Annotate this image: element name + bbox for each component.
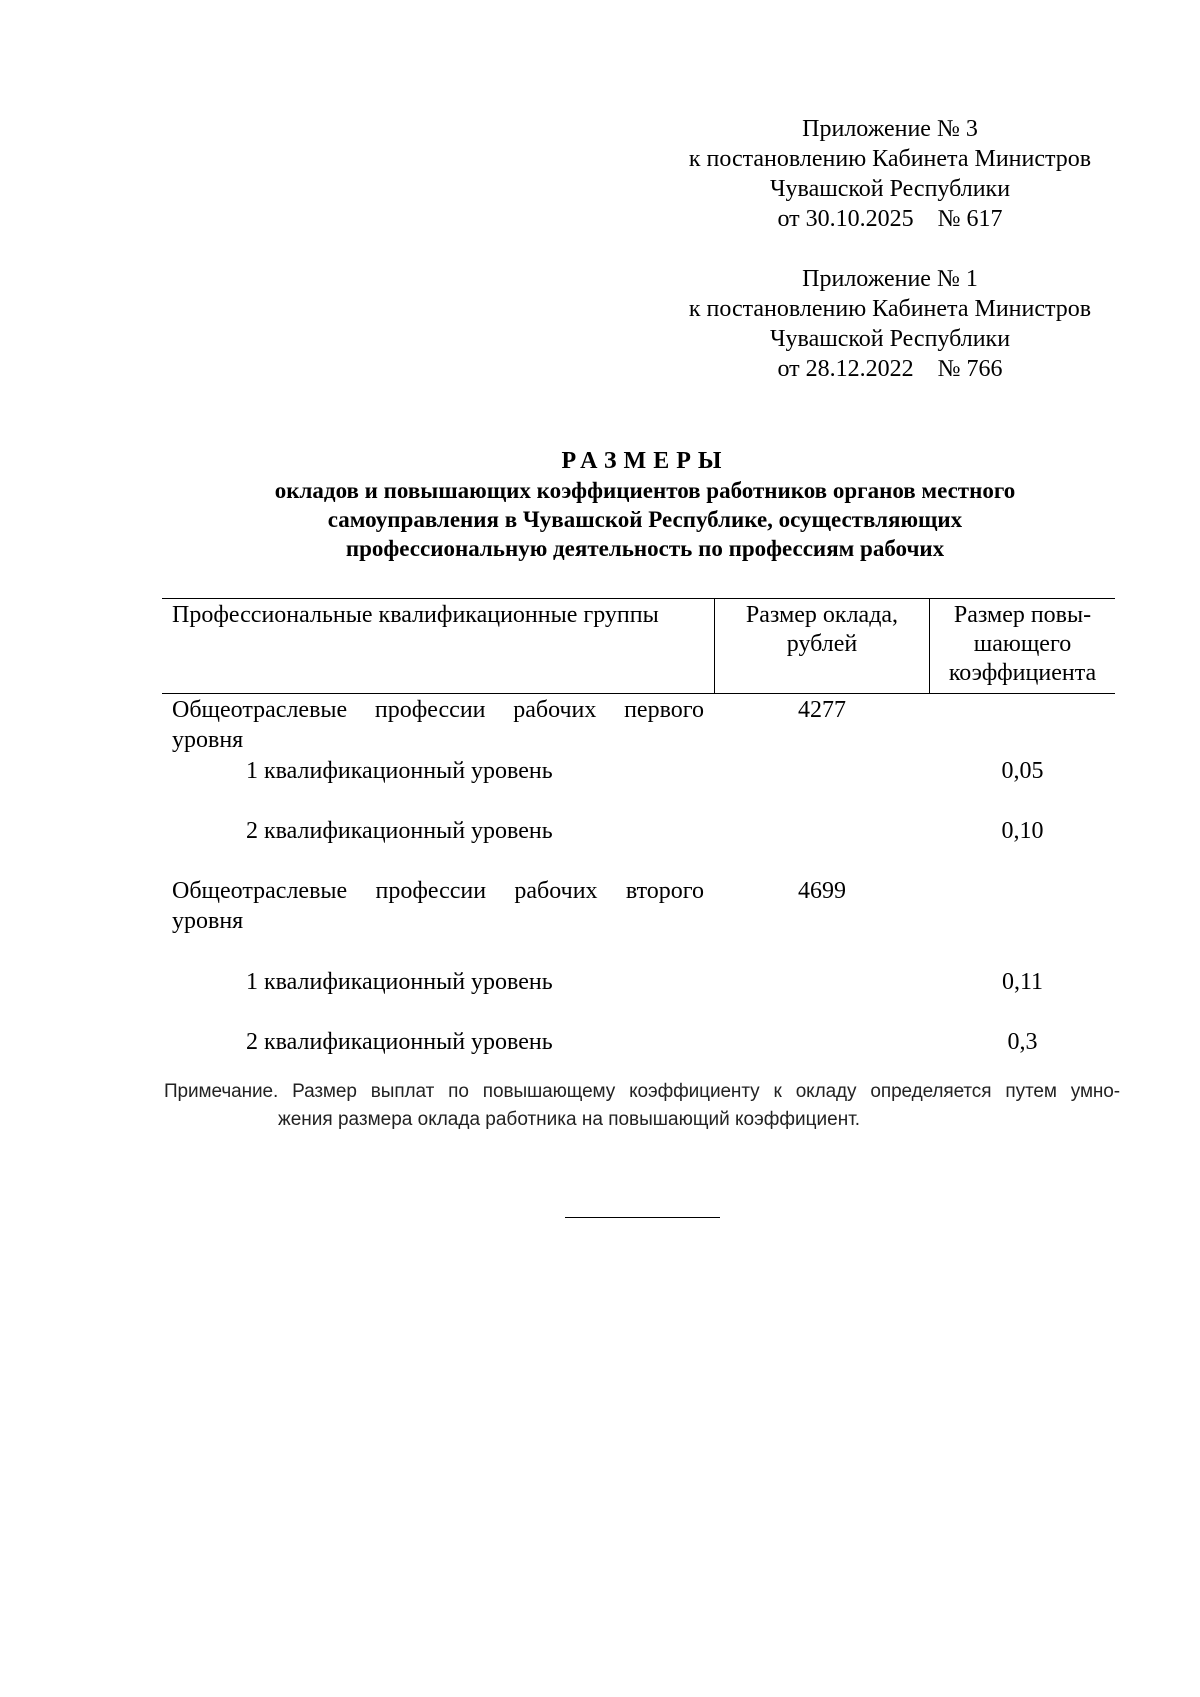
annex-header-original: [670, 264, 1110, 384]
level-name: 1 квалификационный уровень: [246, 758, 553, 784]
annex-republic: Чувашской Республики: [769, 326, 1011, 352]
annex-header-current: [670, 114, 1110, 234]
note-line: жения размера оклада работника на повышающий коэффициент.: [278, 1109, 861, 1130]
title-heading: РАЗМЕРЫ: [561, 448, 729, 474]
header-group-column: Профессиональные квалификационные группы: [172, 602, 659, 628]
group-name: Общеотраслевые профессии рабочих второго уровня: [172, 878, 704, 934]
annex-date-number: от 30.10.2025 № 617: [777, 206, 1003, 232]
title-line: профессиональную деятельность по профессиям рабочих: [345, 536, 945, 561]
annex-date-number: от 28.12.2022 № 766: [777, 356, 1003, 382]
level-name: 1 квалификационный уровень: [246, 969, 553, 995]
annex-republic: Чувашской Республики: [769, 176, 1011, 202]
salary-value: 4277: [798, 697, 846, 723]
annex-number: Приложение № 1: [802, 266, 978, 292]
annex-reference: к постановлению Кабинета Министров: [688, 146, 1092, 172]
group-name: Общеотраслевые профессии рабочих первого уровня: [172, 697, 704, 753]
annex-reference: к постановлению Кабинета Министров: [688, 296, 1092, 322]
coefficient-value: 0,10: [1001, 818, 1044, 844]
level-name: 2 квалификационный уровень: [246, 1029, 553, 1055]
table-header: [162, 598, 1115, 694]
title-line: самоуправления в Чувашской Республике, осуществляющих: [327, 507, 963, 532]
coefficient-value: 0,3: [1007, 1029, 1038, 1055]
header-salary-column: Размер оклада, рублей: [745, 602, 899, 657]
title-line: окладов и повышающих коэффициентов работников органов местного: [274, 478, 1016, 503]
annex-number: Приложение № 3: [802, 116, 978, 142]
document-title: [150, 446, 1140, 563]
coefficient-value: 0,05: [1001, 758, 1044, 784]
end-of-document-rule: [565, 1217, 720, 1218]
note-line: Примечание. Размер выплат по повышающему коэффициенту к окладу определяется путем умно-: [164, 1081, 1120, 1102]
salary-table: [162, 598, 1115, 1055]
table-note: [164, 1078, 1120, 1134]
header-coefficient-column: Размер повы- шающего коэффициента: [948, 602, 1097, 686]
coefficient-value: 0,11: [1001, 969, 1044, 995]
level-name: 2 квалификационный уровень: [246, 818, 553, 844]
salary-value: 4699: [798, 878, 846, 904]
